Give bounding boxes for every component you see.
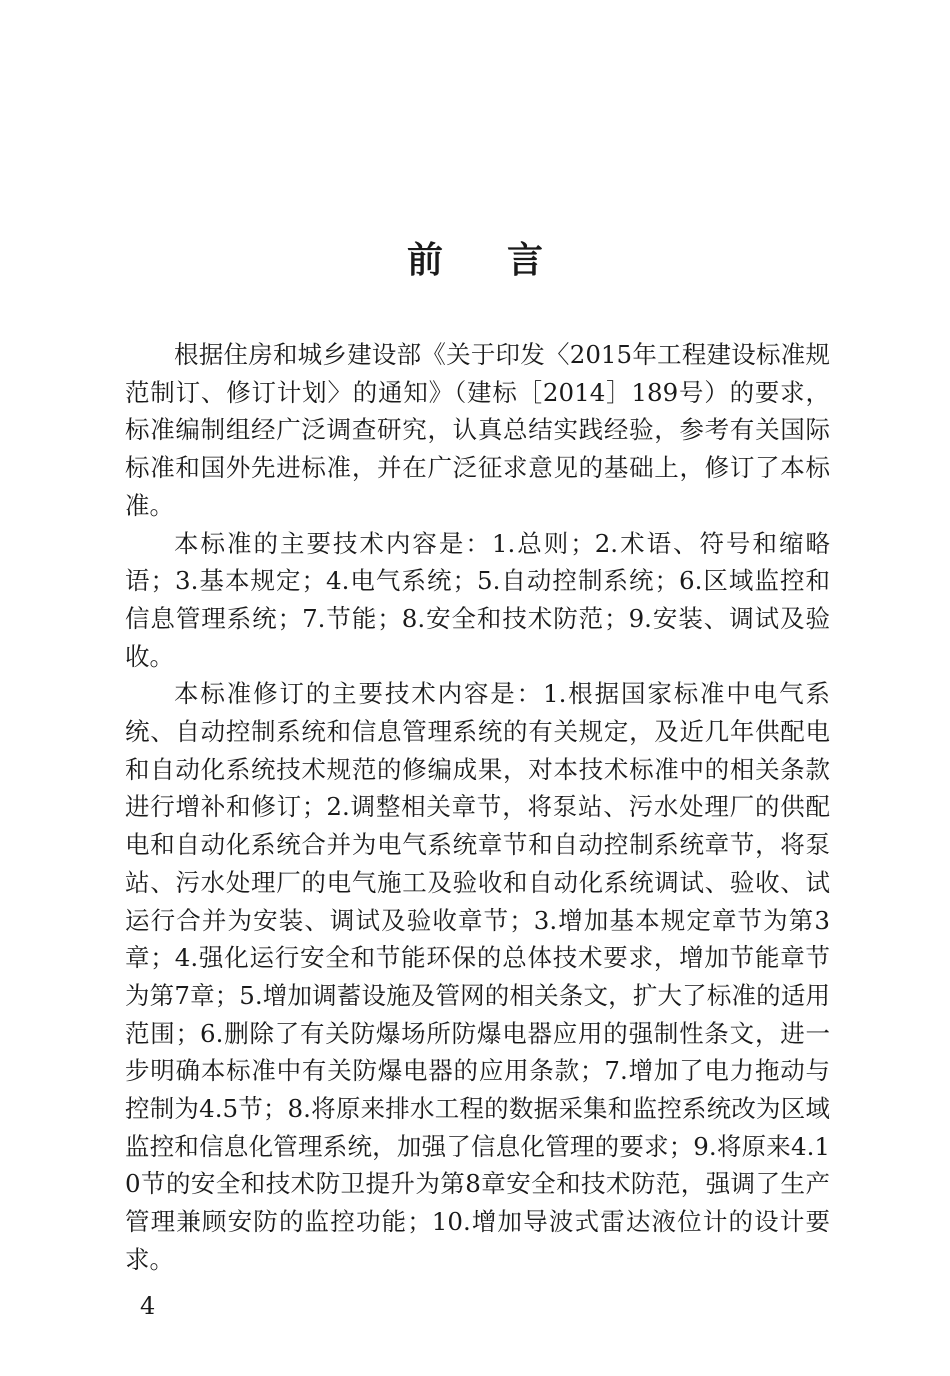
body-text [125,336,830,1279]
page-number: 4 [140,1292,156,1320]
paragraph-3: 本标准修订的主要技术内容是：1.根据国家标准中电气系统、自动控制系统和信息管理系统的有关规定，及近几年供配电和自动化系统技术规范的修编成果，对本技术标准中的相关条款进行增补和修订；2.调整相关章节，将泵站、污水处理厂的供配电和自动化系统合并为电气系统章节和自动控制系统章节，将泵站、污水处理厂的电气施工及验收和自动化系统调试、验收、试运行合并为安装、调试及验收章节；3.增加基本规定章节为第3章；4.强化运行安全和节能环保的总体技术要求，增加节能章节为第7章；5.增加调蓄设施及管网的相关条文，扩大了标准的适用范围；6.删除了有关防爆场所防爆电器应用的强制性条文，进一步明确本标准中有关防爆电器的应用条款；7.增加了电力拖动与控制为4.5节；8.将原来排水工程的数据采集和监控系统改为区域监控和信息化管理系统，加强了信息化管理的要求；9.将原来4.10节的安全和技术防卫提升为第8章安全和技术防范，强调了生产管理兼顾安防的监控功能；10.增加导波式雷达液位计的设计要求。 [125,679,830,1274]
page-title: 前言 [406,239,607,281]
paragraph-1: 根据住房和城乡建设部《关于印发〈2015年工程建设标准规范制订、修订计划〉的通知》（建标［2014］189号）的要求，标准编制组经广泛调查研究，认真总结实践经验，参考有关国际标准和国外先进标准，并在广泛征求意见的基础上，修订了本标准。 [125,340,830,520]
paragraph-2: 本标准的主要技术内容是：1.总则；2.术语、符号和缩略语；3.基本规定；4.电气系统；5.自动控制系统；6.区域监控和信息管理系统；7.节能；8.安全和技术防范；9.安装、调试及验收。 [125,528,830,671]
